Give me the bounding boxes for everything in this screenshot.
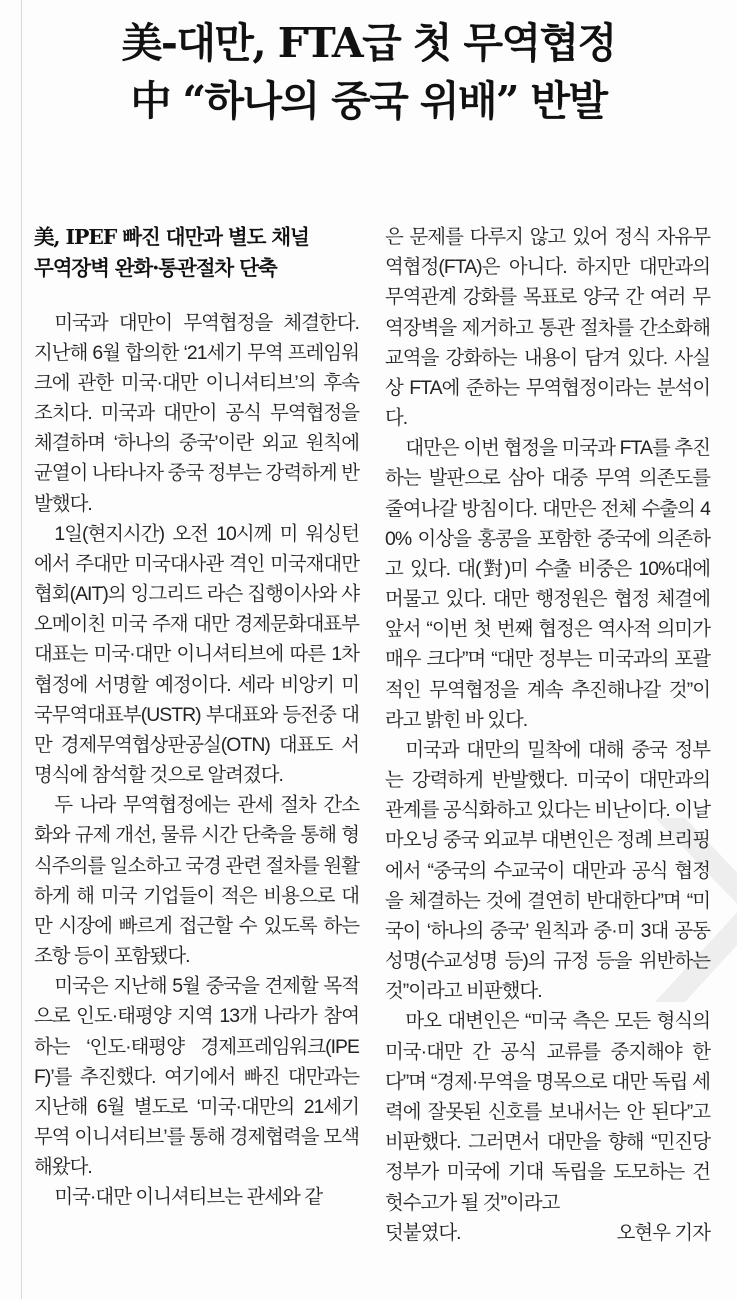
headline-line-2: 中 “하나의 중국 위배” 반발 [130, 77, 607, 126]
paragraph: 미국은 지난해 5월 중국을 견제할 목적으로 인도·태평양 지역 13개 나라가 참여하는 ‘인도·태평양 경제프레임워크(IPEF)’를 추진했다. 여기에서 빠진 대만과는 지난해 6월 별도로 ‘미국·대만의 21세기 무역 이니셔티브’를 통해 경제협력을 모색해왔다. [34, 975, 359, 1179]
left-column-body [34, 308, 359, 1213]
page-title [0, 14, 737, 130]
subheadline [34, 222, 359, 284]
paragraph: 미국과 대만의 밀착에 대해 중국 정부는 강력하게 반발했다. 미국이 대만과의 관계를 공식화하고 있다는 비난이다. 이날 마오닝 중국 외교부 대변인은 정례 브리핑에서 “중국의 수교국이 대만과 공식 협정을 체결하는 것에 결연히 반대한다”며 “미국이 ‘하나의 중국’ 원칙과 중·미 3대 공동성명(수교성명 등)의 규정 등을 위반하는 것”이라고 비판했다. [385, 738, 710, 1003]
paragraph: 1일(현지시간) 오전 10시께 미 워싱턴에서 주대만 미국대사관 격인 미국재대만협회(AIT)의 잉그리드 라슨 집행이사와 샤오메이친 미국 주재 대만 경제문화대표부 대표는 미국·대만 이니셔티브에 따른 1차 협정에 서명할 예정이다. 세라 비앙키 미국무역대표부(USTR) 부대표와 등전중 대만 경제무역협상판공실(OTN) 대표도 서명식에 참석할 것으로 알려졌다. [34, 522, 359, 787]
paragraph: 두 나라 무역협정에는 관세 절차 간소화와 규제 개선, 물류 시간 단축을 통해 형식주의를 일소하고 국경 관련 절차를 원활하게 해 미국 기업들이 적은 비용으로 대만 시장에 빠르게 접근할 수 있도록 하는 조항 등이 포함됐다. [34, 794, 359, 968]
paragraph: 은 문제를 다루지 않고 있어 정식 자유무역협정(FTA)은 아니다. 하지만 대만과의 무역관계 강화를 목표로 양국 간 여러 무역장벽을 제거하고 통관 절차를 간소화해 교역을 강화하는 내용이 담겨 있다. 사실상 FTA에 준하는 무역협정이라는 분석이다. [385, 226, 710, 430]
subheadline-line-2: 무역장벽 완화·통관절차 단축 [34, 255, 277, 280]
right-column-body [385, 222, 710, 1248]
left-column [34, 222, 359, 1292]
headline-line-1: 美-대만, FTA급 첫 무역협정 [121, 19, 616, 67]
paragraph: 미국과 대만이 무역협정을 체결한다. 지난해 6월 합의한 ‘21세기 무역 프레임워크에 관한 미국·대만 이니셔티브’의 후속 조치다. 미국과 대만이 공식 무역협정을 체결하며 ‘하나의 중국’이란 외교 원칙에 균열이 나타나자 중국 정부는 강력하게 반발했다. [34, 311, 359, 515]
closing-line [385, 1218, 710, 1248]
closing-text: 덧붙였다. [385, 1221, 461, 1244]
paragraph: 대만은 이번 협정을 미국과 FTA를 추진하는 발판으로 삼아 대중 무역 의존도를 줄여나갈 방침이다. 대만은 전체 수출의 40% 이상을 홍콩을 포함한 중국에 의존하고 있다. 대(對)미 수출 비중은 10%대에 머물고 있다. 대만 행정원은 협정 체결에 앞서 “이번 첫 번째 협정은 역사적 의미가 매우 크다”며 “대만 정부는 미국과의 포괄적인 무역협정을 계속 추진해나갈 것”이라고 밝힌 바 있다. [385, 437, 710, 731]
subheadline-line-1: 美, IPEF 빠진 대만과 별도 채널 [34, 225, 309, 249]
right-column [385, 222, 710, 1292]
paragraph: 미국·대만 이니셔티브는 관세와 같 [54, 1186, 323, 1209]
paragraph: 마오 대변인은 “미국 측은 모든 형식의 미국·대만 간 공식 교류를 중지해야 한다”며 “경제·무역을 명목으로 대만 독립 세력에 잘못된 신호를 보내서는 안 된다”고 비판했다. 그러면서 대만을 향해 “민진당 정부가 미국에 기대 독립을 도모하는 건 헛수고가 될 것”이라고 [385, 1010, 710, 1214]
byline: 오현우 기자 [616, 1221, 710, 1244]
article-columns [34, 222, 710, 1292]
left-gutter-rule [21, 0, 22, 1299]
